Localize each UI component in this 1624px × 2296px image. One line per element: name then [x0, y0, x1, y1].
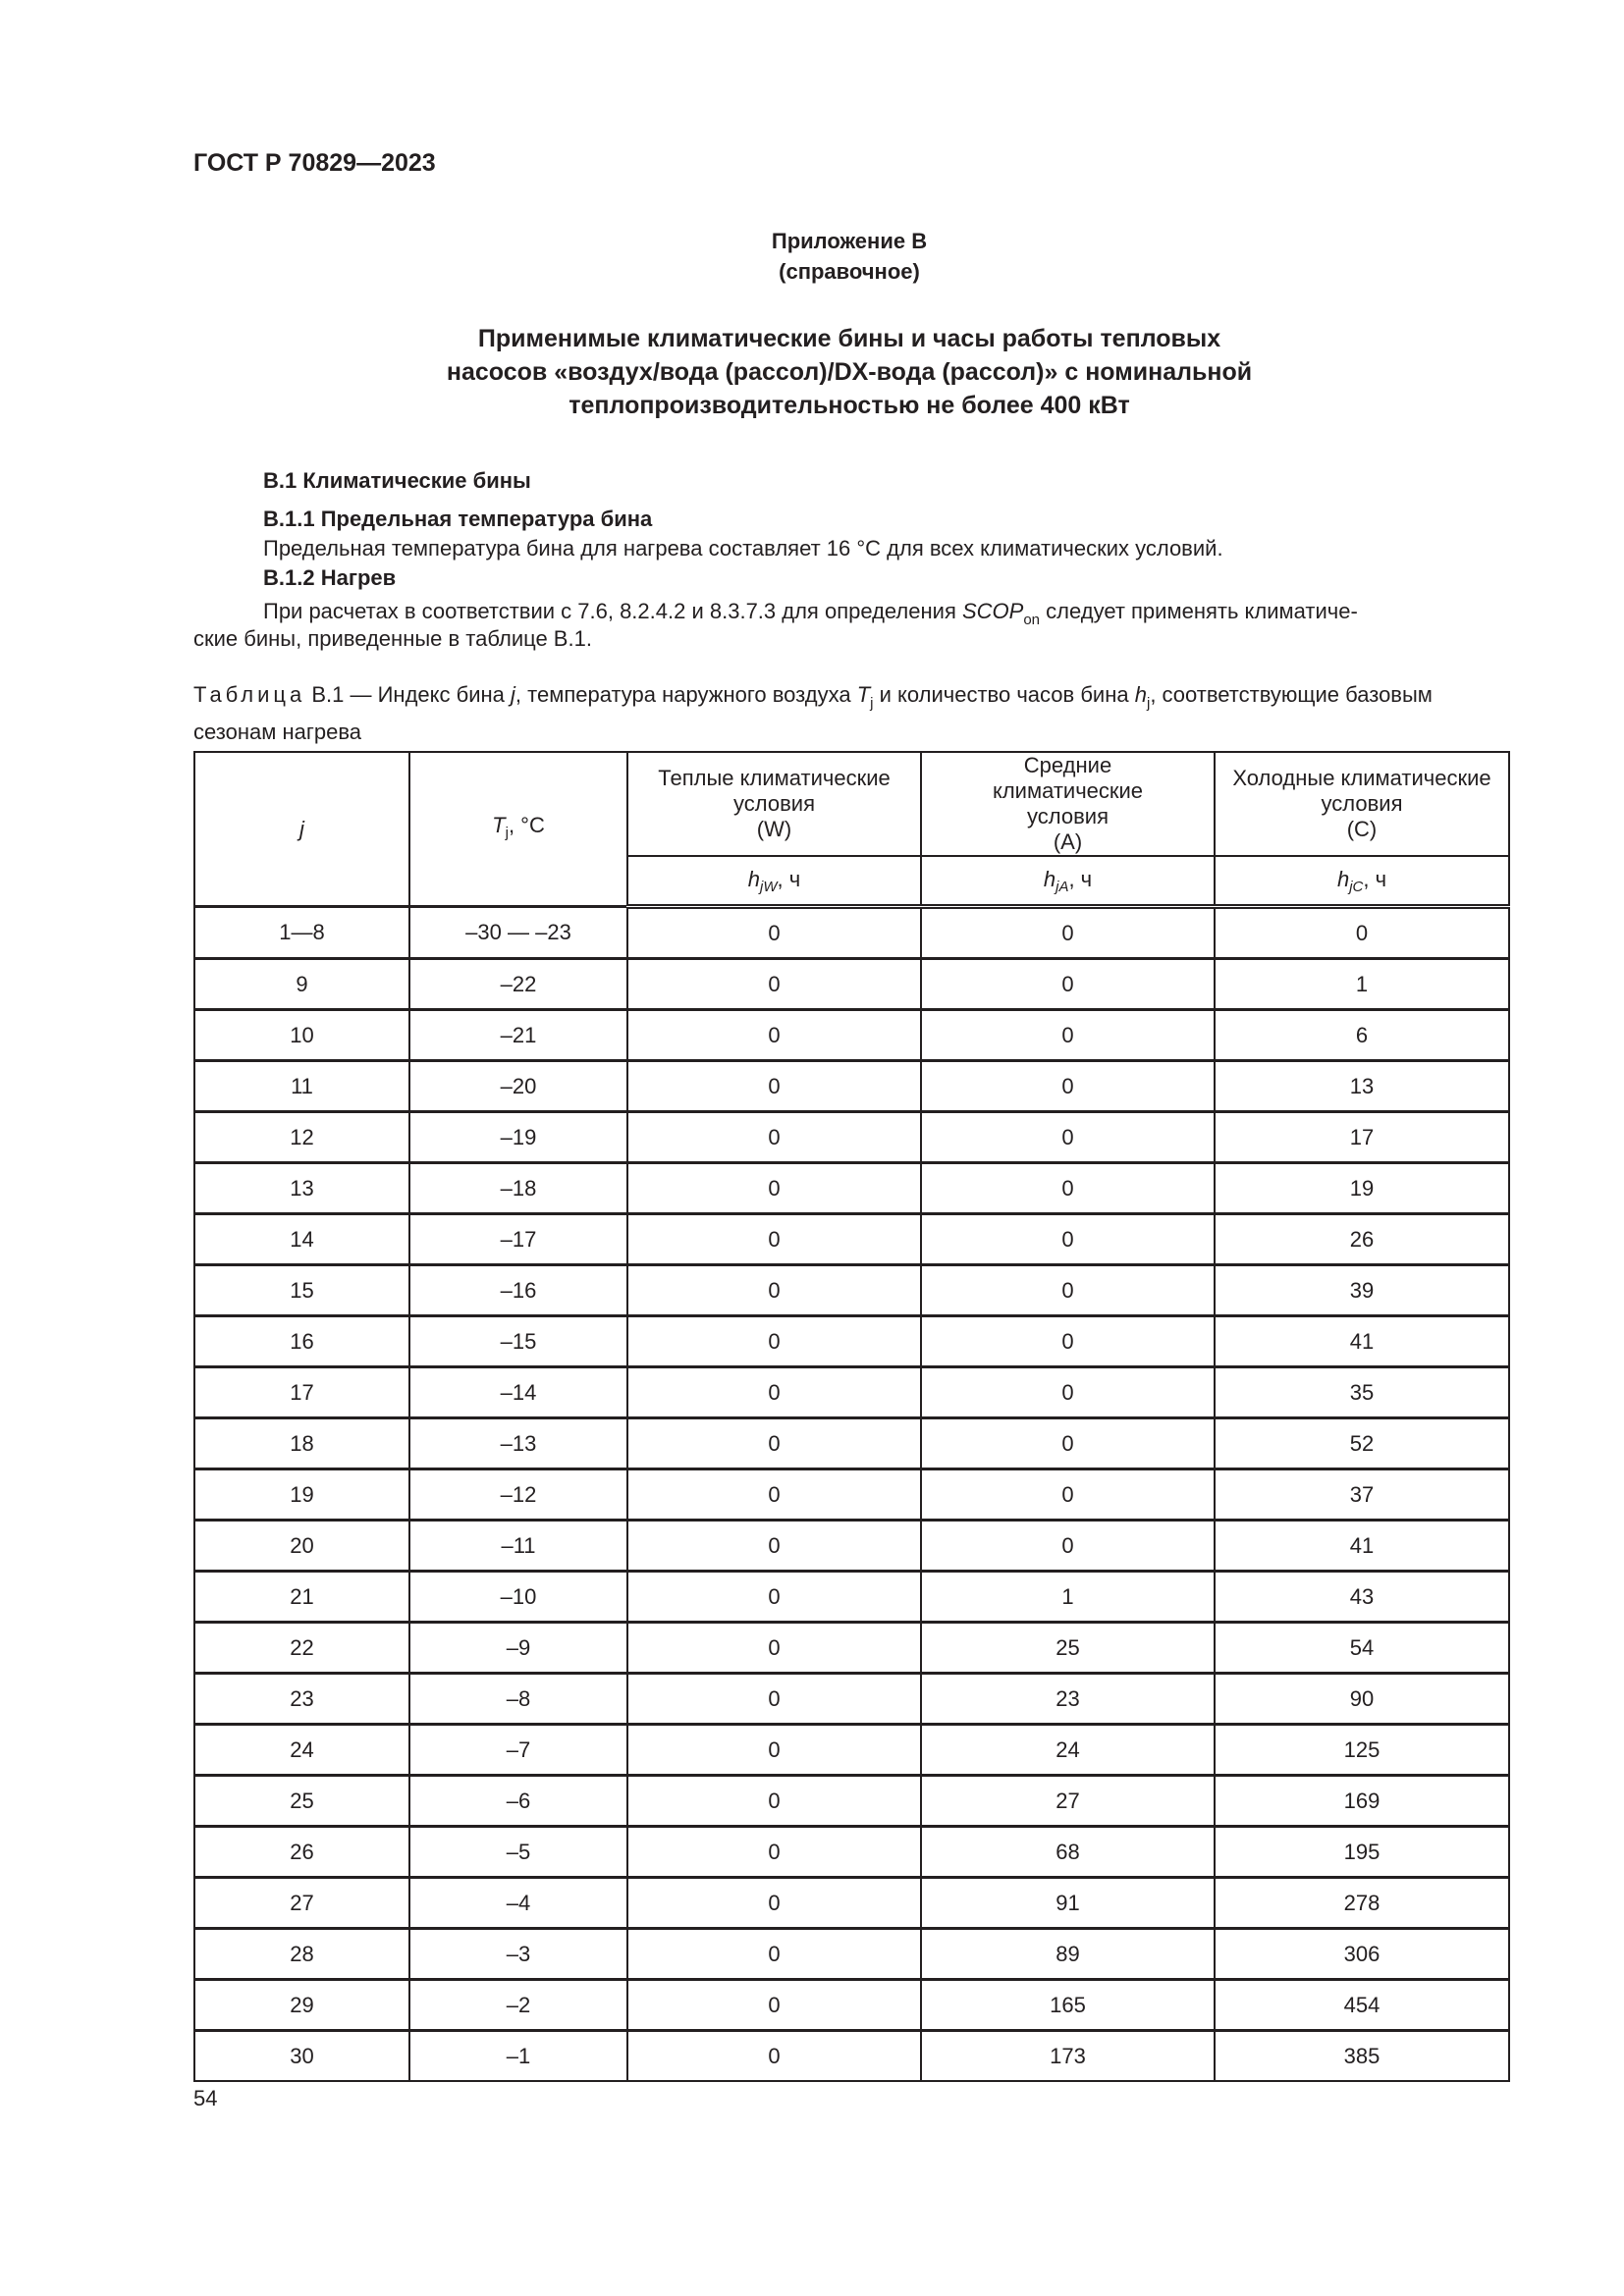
cell-hours-average: 0	[921, 907, 1215, 959]
cell-hours-average: 25	[921, 1623, 1215, 1674]
main-title-line: Применимые климатические бины и часы работы тепловых	[477, 325, 1221, 352]
cell-hours-cold: 52	[1215, 1418, 1509, 1469]
cell-hours-warm: 0	[627, 907, 921, 959]
cell-temperature: –10	[409, 1572, 627, 1623]
cell-hours-cold: 125	[1215, 1725, 1509, 1776]
cell-hours-average: 165	[921, 1980, 1215, 2031]
cell-bin-index: 29	[194, 1980, 409, 2031]
cell-temperature: –3	[409, 1929, 627, 1980]
main-title-line: теплопроизводительностью не более 400 кВт	[568, 392, 1130, 419]
cell-hours-cold: 1	[1215, 959, 1509, 1010]
header-j: j	[194, 752, 409, 907]
cell-hours-average: 0	[921, 1367, 1215, 1418]
cell-hours-cold: 54	[1215, 1623, 1509, 1674]
table-row	[194, 1418, 1509, 1469]
cell-temperature: –13	[409, 1418, 627, 1469]
cell-bin-index: 13	[194, 1163, 409, 1214]
section-heading-b1: В.1 Климатические бины	[263, 468, 531, 493]
document-id: ГОСТ Р 70829—2023	[193, 149, 436, 177]
cell-hours-cold: 13	[1215, 1061, 1509, 1112]
cell-hours-cold: 90	[1215, 1674, 1509, 1725]
cell-bin-index: 27	[194, 1878, 409, 1929]
table-row	[194, 1827, 1509, 1878]
table-row	[194, 1316, 1509, 1367]
table-row	[194, 2031, 1509, 2082]
header-warm: Теплые климатические условия (W)	[627, 752, 921, 856]
cell-bin-index: 17	[194, 1367, 409, 1418]
cell-bin-index: 15	[194, 1265, 409, 1316]
cell-hours-warm: 0	[627, 959, 921, 1010]
cell-bin-index: 21	[194, 1572, 409, 1623]
table-row	[194, 1265, 1509, 1316]
table-row	[194, 1521, 1509, 1572]
annex-title: Приложение В	[771, 229, 928, 253]
cell-temperature: –21	[409, 1010, 627, 1061]
cell-bin-index: 14	[194, 1214, 409, 1265]
header-average: Средние климатические условия (A)	[921, 752, 1215, 856]
cell-bin-index: 26	[194, 1827, 409, 1878]
cell-hours-average: 0	[921, 1214, 1215, 1265]
cell-hours-average: 173	[921, 2031, 1215, 2082]
main-title	[0, 322, 1624, 422]
cell-temperature: –18	[409, 1163, 627, 1214]
cell-hours-cold: 37	[1215, 1469, 1509, 1521]
cell-temperature: –12	[409, 1469, 627, 1521]
cell-temperature: –22	[409, 959, 627, 1010]
table-caption: Таблица В.1 — Индекс бина j, температура наружного воздуха $T_j$ и количество часов бина $h_j$, соответствующие базовым сезонам нагрева	[193, 682, 1433, 744]
cell-hours-warm: 0	[627, 1878, 921, 1929]
cell-hours-warm: 0	[627, 1316, 921, 1367]
table-body	[194, 907, 1509, 2082]
cell-hours-average: 0	[921, 1061, 1215, 1112]
cell-bin-index: 18	[194, 1418, 409, 1469]
cell-hours-average: 23	[921, 1674, 1215, 1725]
cell-bin-index: 30	[194, 2031, 409, 2082]
cell-bin-index: 12	[194, 1112, 409, 1163]
cell-bin-index: 20	[194, 1521, 409, 1572]
cell-temperature: –14	[409, 1367, 627, 1418]
section-heading-b12: В.1.2 Нагрев	[263, 565, 397, 590]
cell-temperature: –30 — –23	[409, 907, 627, 959]
cell-hours-average: 27	[921, 1776, 1215, 1827]
cell-hours-cold: 35	[1215, 1367, 1509, 1418]
cell-bin-index: 1—8	[194, 907, 409, 959]
cell-hours-average: 91	[921, 1878, 1215, 1929]
table-row	[194, 1980, 1509, 2031]
cell-bin-index: 23	[194, 1674, 409, 1725]
cell-hours-warm: 0	[627, 1776, 921, 1827]
cell-hours-warm: 0	[627, 1725, 921, 1776]
cell-bin-index: 24	[194, 1725, 409, 1776]
cell-hours-cold: 306	[1215, 1929, 1509, 1980]
cell-bin-index: 11	[194, 1061, 409, 1112]
cell-temperature: –2	[409, 1980, 627, 2031]
cell-hours-warm: 0	[627, 1214, 921, 1265]
cell-hours-average: 24	[921, 1725, 1215, 1776]
cell-bin-index: 9	[194, 959, 409, 1010]
cell-hours-average: 0	[921, 1469, 1215, 1521]
table-row	[194, 1674, 1509, 1725]
table-row	[194, 907, 1509, 959]
cell-hours-warm: 0	[627, 1112, 921, 1163]
cell-hours-warm: 0	[627, 2031, 921, 2082]
cell-temperature: –7	[409, 1725, 627, 1776]
cell-hours-warm: 0	[627, 1061, 921, 1112]
cell-hours-cold: 26	[1215, 1214, 1509, 1265]
header-hours-cold: $h_{jC}$, ч	[1215, 856, 1509, 907]
scop-term: SCOP	[961, 599, 1024, 623]
bins-table	[193, 751, 1510, 2082]
table-row	[194, 1367, 1509, 1418]
cell-hours-warm: 0	[627, 1163, 921, 1214]
cell-hours-cold: 17	[1215, 1112, 1509, 1163]
cell-hours-cold: 41	[1215, 1521, 1509, 1572]
page-number: 54	[193, 2086, 218, 2110]
cell-temperature: –11	[409, 1521, 627, 1572]
cell-hours-cold: 0	[1215, 907, 1509, 959]
cell-temperature: –1	[409, 2031, 627, 2082]
cell-hours-average: 0	[921, 1521, 1215, 1572]
cell-temperature: –6	[409, 1776, 627, 1827]
table-row	[194, 1214, 1509, 1265]
cell-bin-index: 22	[194, 1623, 409, 1674]
cell-hours-warm: 0	[627, 1674, 921, 1725]
section-heading-b11: В.1.1 Предельная температура бина	[263, 507, 653, 531]
cell-hours-average: 0	[921, 1010, 1215, 1061]
cell-hours-average: 0	[921, 1112, 1215, 1163]
cell-temperature: –4	[409, 1878, 627, 1929]
table-header-row	[194, 752, 1509, 856]
cell-hours-warm: 0	[627, 1010, 921, 1061]
cell-hours-cold: 454	[1215, 1980, 1509, 2031]
cell-temperature: –8	[409, 1674, 627, 1725]
cell-bin-index: 10	[194, 1010, 409, 1061]
cell-bin-index: 28	[194, 1929, 409, 1980]
cell-hours-average: 0	[921, 1418, 1215, 1469]
header-hours-warm: $h_{jW}$, ч	[627, 856, 921, 907]
annex-status: (справочное)	[779, 259, 920, 284]
cell-hours-warm: 0	[627, 1572, 921, 1623]
cell-hours-cold: 169	[1215, 1776, 1509, 1827]
cell-temperature: –20	[409, 1061, 627, 1112]
cell-hours-average: 0	[921, 1163, 1215, 1214]
table-row	[194, 1112, 1509, 1163]
cell-hours-average: 89	[921, 1929, 1215, 1980]
table-row	[194, 1878, 1509, 1929]
cell-hours-warm: 0	[627, 1623, 921, 1674]
cell-hours-cold: 41	[1215, 1316, 1509, 1367]
cell-temperature: –15	[409, 1316, 627, 1367]
cell-hours-cold: 39	[1215, 1265, 1509, 1316]
table-row	[194, 1623, 1509, 1674]
cell-hours-warm: 0	[627, 1265, 921, 1316]
cell-hours-warm: 0	[627, 1367, 921, 1418]
cell-hours-average: 0	[921, 1265, 1215, 1316]
paragraph-b12: При расчетах в соответствии с 7.6, 8.2.4.2 и 8.3.7.3 для определения $SCOP_{on}$ следует применять климатиче-	[263, 599, 1358, 628]
paragraph-b12-continuation: ские бины, приведенные в таблице В.1.	[193, 626, 592, 651]
cell-hours-warm: 0	[627, 1929, 921, 1980]
cell-hours-warm: 0	[627, 1418, 921, 1469]
header-cold: Холодные климатические условия (C)	[1215, 752, 1509, 856]
cell-hours-average: 1	[921, 1572, 1215, 1623]
cell-temperature: –16	[409, 1265, 627, 1316]
cell-hours-warm: 0	[627, 1827, 921, 1878]
table-row	[194, 1725, 1509, 1776]
cell-hours-cold: 19	[1215, 1163, 1509, 1214]
cell-hours-warm: 0	[627, 1980, 921, 2031]
table-row	[194, 1010, 1509, 1061]
cell-hours-cold: 6	[1215, 1010, 1509, 1061]
table-row	[194, 1163, 1509, 1214]
cell-hours-cold: 278	[1215, 1878, 1509, 1929]
cell-hours-warm: 0	[627, 1469, 921, 1521]
cell-hours-average: 68	[921, 1827, 1215, 1878]
table-row	[194, 1469, 1509, 1521]
cell-temperature: –17	[409, 1214, 627, 1265]
cell-hours-cold: 43	[1215, 1572, 1509, 1623]
header-temperature: $T_j$, °C	[409, 752, 627, 907]
cell-bin-index: 16	[194, 1316, 409, 1367]
table-row	[194, 1929, 1509, 1980]
cell-hours-cold: 195	[1215, 1827, 1509, 1878]
cell-hours-average: 0	[921, 1316, 1215, 1367]
cell-hours-warm: 0	[627, 1521, 921, 1572]
header-hours-average: $h_{jA}$, ч	[921, 856, 1215, 907]
cell-temperature: –5	[409, 1827, 627, 1878]
cell-hours-cold: 385	[1215, 2031, 1509, 2082]
table-row	[194, 959, 1509, 1010]
cell-bin-index: 19	[194, 1469, 409, 1521]
main-title-line: насосов «воздух/вода (рассол)/DX-вода (рассол)» с номинальной	[446, 358, 1253, 386]
cell-temperature: –19	[409, 1112, 627, 1163]
cell-temperature: –9	[409, 1623, 627, 1674]
table-row	[194, 1776, 1509, 1827]
paragraph-b11: Предельная температура бина для нагрева составляет 16 °С для всех климатических условий.	[263, 536, 1223, 561]
table-row	[194, 1061, 1509, 1112]
cell-hours-average: 0	[921, 959, 1215, 1010]
cell-bin-index: 25	[194, 1776, 409, 1827]
table-row	[194, 1572, 1509, 1623]
